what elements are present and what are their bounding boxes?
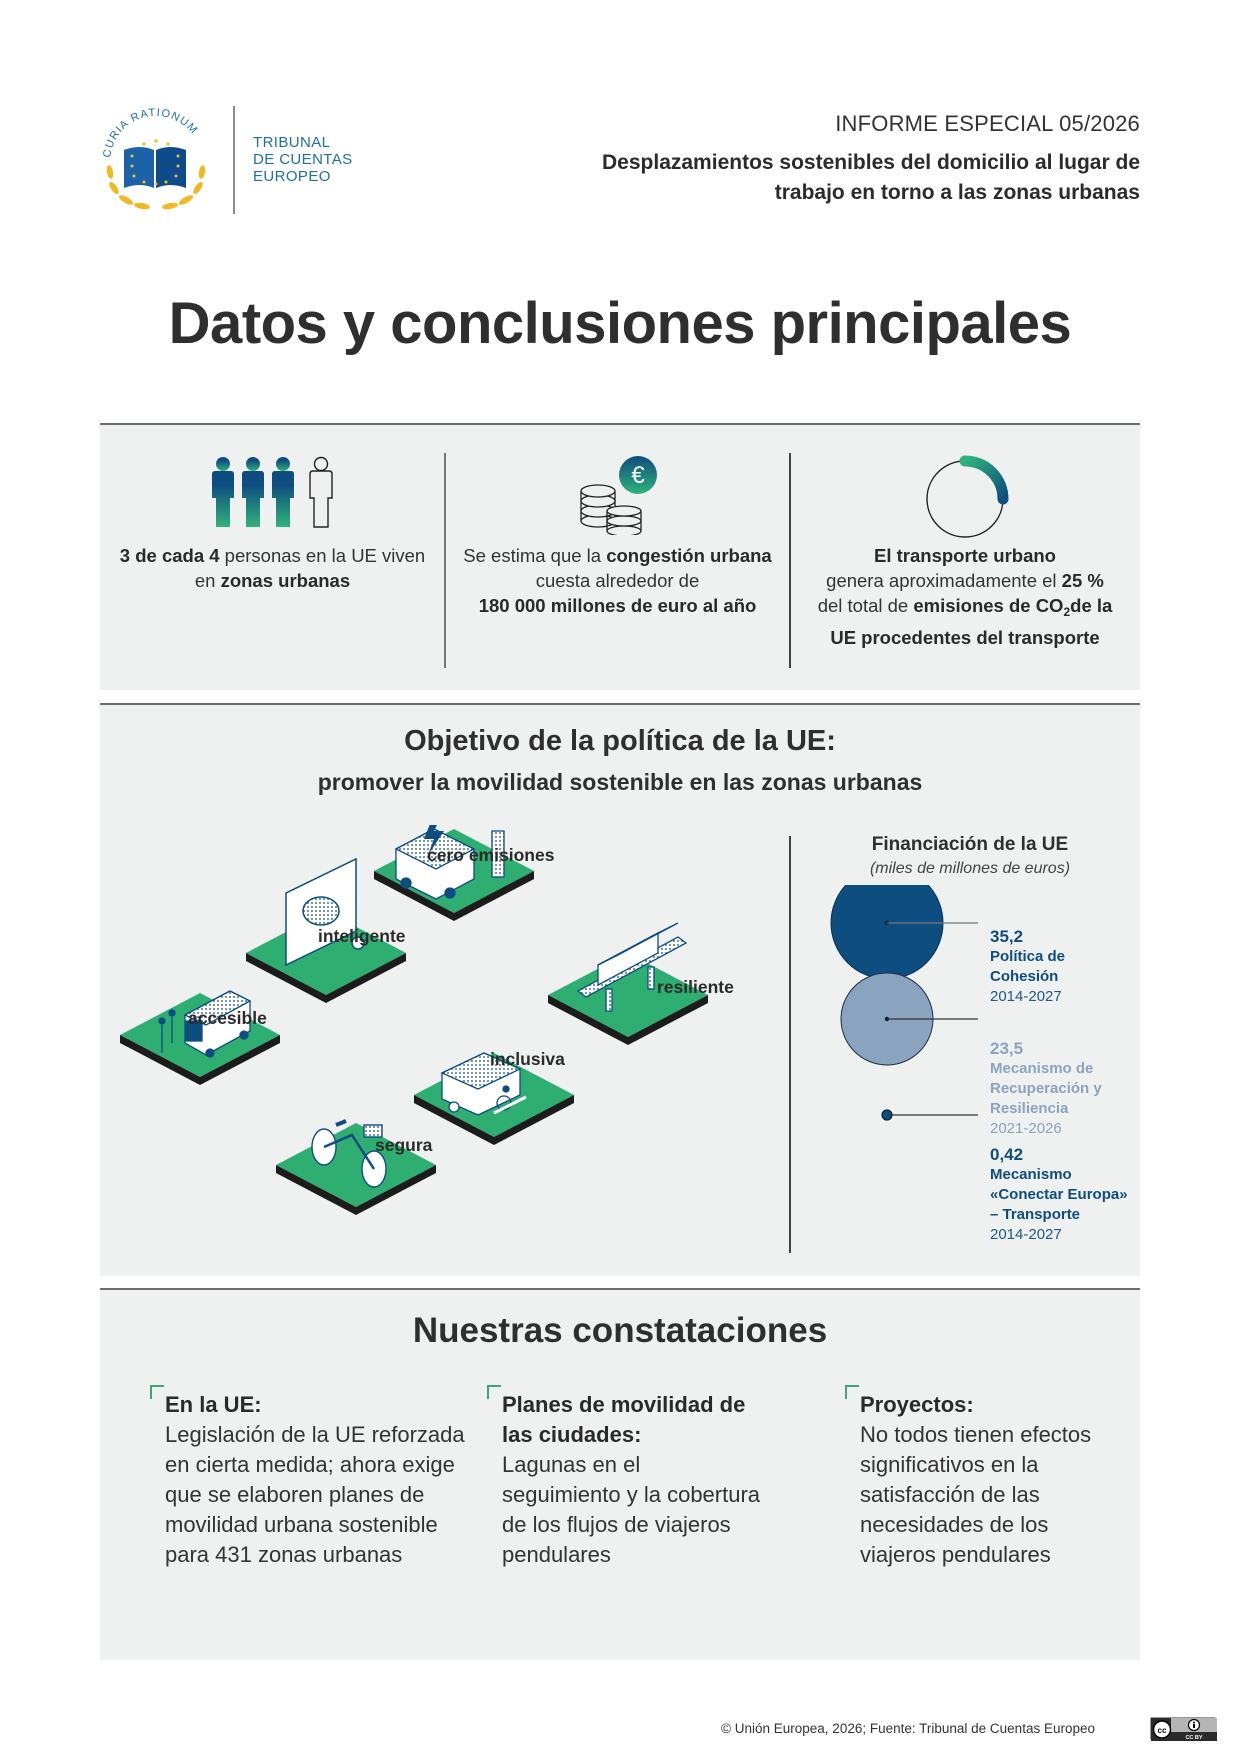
- corner-bracket-icon: [487, 1385, 501, 1399]
- funding-name: Mecanismo: [990, 1166, 1072, 1183]
- funding-value: 35,2: [990, 927, 1024, 946]
- fact-text-segment: cuesta alrededor de: [535, 570, 700, 591]
- finding-heading: Planes de movilidad de las ciudades:: [502, 1392, 746, 1447]
- funding-name: Política de: [990, 948, 1066, 965]
- org-name: [253, 134, 353, 185]
- funding-label-rrf: [990, 1039, 1102, 1139]
- fact-text: [445, 543, 790, 618]
- fact-text: [100, 543, 445, 593]
- fact-urban-population: [100, 425, 445, 690]
- report-title: Desplazamientos sostenibles del domicilio al lugar de trabajo en torno a las zonas urbanas: [602, 151, 1140, 204]
- svg-text:€: €: [630, 462, 645, 489]
- tile-zero-emissions: [374, 825, 534, 921]
- section-title: Nuestras constataciones: [412, 1311, 828, 1350]
- corner-bracket-icon: [150, 1385, 164, 1399]
- fact-text: [790, 543, 1140, 650]
- eca-logo: [96, 100, 216, 220]
- fact-highlight: El transporte urbano: [874, 545, 1056, 566]
- mobility-illustration: [120, 825, 810, 1265]
- people-icon: [208, 455, 338, 536]
- finding-body: No todos tienen efectos significativos en la satisfacción de las necesidades de los viajeros pendulares: [860, 1422, 1092, 1567]
- funding-value: 0,42: [990, 1145, 1024, 1164]
- funding-chart-subtitle: (miles de millones de euros): [869, 860, 1071, 877]
- footer-credit: © Unión Europea, 2026; Fuente: Tribunal de Cuentas Europeo: [721, 1721, 1095, 1736]
- funding-name: «Conectar Europa»: [990, 1186, 1128, 1203]
- tile-label: cero emisiones: [427, 845, 555, 865]
- findings-panel: [100, 1288, 1140, 1660]
- policy-objective-panel: [100, 703, 1140, 1276]
- tile-label: segura: [375, 1135, 433, 1155]
- fact-highlight: emisiones de CO: [913, 595, 1064, 616]
- divider: [789, 836, 791, 1253]
- finding-city-plans: [502, 1390, 762, 1570]
- funding-name: Resiliencia: [990, 1100, 1069, 1117]
- funding-period: 2014-2027: [990, 988, 1062, 1005]
- fact-text-segment: personas en la UE viven en: [194, 545, 426, 591]
- finding-heading: En la UE:: [165, 1392, 262, 1417]
- fact-congestion-cost: [445, 425, 790, 690]
- funding-name: Recuperación y: [990, 1080, 1102, 1097]
- key-facts-panel: [100, 423, 1140, 690]
- finding-body: Lagunas en el seguimiento y la cobertura de los flujos de viajeros pendulares: [502, 1452, 761, 1567]
- fact-highlight: 25 %: [1061, 570, 1104, 591]
- fact-co2-emissions: [790, 425, 1140, 690]
- cc-by-license-icon: [1150, 1717, 1216, 1740]
- fact-text-segment: del total de: [817, 595, 914, 616]
- page-title: Datos y conclusiones principales: [168, 291, 1072, 356]
- quarter-ring-icon: [917, 447, 1013, 549]
- fact-highlight: UE procedentes del transporte: [830, 627, 1100, 648]
- fact-text-segment: Se estima que la: [463, 545, 607, 566]
- corner-bracket-icon: [845, 1385, 859, 1399]
- report-number: INFORME ESPECIAL 05/2026: [835, 111, 1140, 136]
- tile-label: inclusiva: [490, 1049, 565, 1069]
- tile-accessible: [120, 991, 280, 1085]
- license-label: CC BY: [1185, 1735, 1203, 1741]
- funding-label-cef: [990, 1145, 1128, 1245]
- funding-value: 23,5: [990, 1039, 1024, 1058]
- coins-euro-icon: [578, 455, 658, 541]
- fact-highlight: de la: [1070, 595, 1113, 616]
- fact-highlight: zonas urbanas: [220, 570, 351, 591]
- tile-label: accesible: [188, 1008, 267, 1028]
- tile-label: resiliente: [657, 977, 734, 997]
- org-name-line: EUROPEO: [253, 168, 331, 185]
- funding-period: 2014-2027: [990, 1226, 1062, 1243]
- finding-body: Legislación de la UE reforzada en cierta medida; ahora exige que se elaboren planes de movilidad urbana sostenible para 431 zonas urbanas: [165, 1422, 465, 1567]
- funding-name: – Transporte: [990, 1206, 1081, 1223]
- funding-name: Cohesión: [990, 968, 1059, 985]
- funding-name: Mecanismo de: [990, 1060, 1094, 1077]
- finding-projects: [860, 1390, 1130, 1570]
- section-subtitle: promover la movilidad sostenible en las zonas urbanas: [317, 769, 923, 795]
- fact-highlight: congestión urbana: [606, 545, 772, 566]
- section-title: Objetivo de la política de la UE:: [404, 725, 836, 757]
- svg-text:cc: cc: [1157, 1726, 1167, 1735]
- logo-motto: CURIA RATIONUM: [101, 106, 201, 159]
- funding-chart-title: Financiación de la UE: [871, 834, 1069, 855]
- org-name-line: DE CUENTAS: [253, 151, 353, 168]
- finding-eu: [165, 1390, 465, 1570]
- fact-text-segment: genera aproximadamente el: [826, 570, 1062, 591]
- fact-highlight: 3 de cada 4: [119, 545, 220, 566]
- funding-period: 2021-2026: [990, 1120, 1062, 1137]
- finding-heading: Proyectos:: [860, 1392, 974, 1417]
- funding-label-cohesion: [990, 927, 1065, 1007]
- logo-divider: [233, 106, 235, 214]
- org-name-line: TRIBUNAL: [253, 134, 331, 151]
- tile-label: inteligente: [318, 926, 406, 946]
- fact-highlight: 180 000 millones de euro al año: [478, 595, 757, 616]
- subscript: 2: [1063, 605, 1071, 619]
